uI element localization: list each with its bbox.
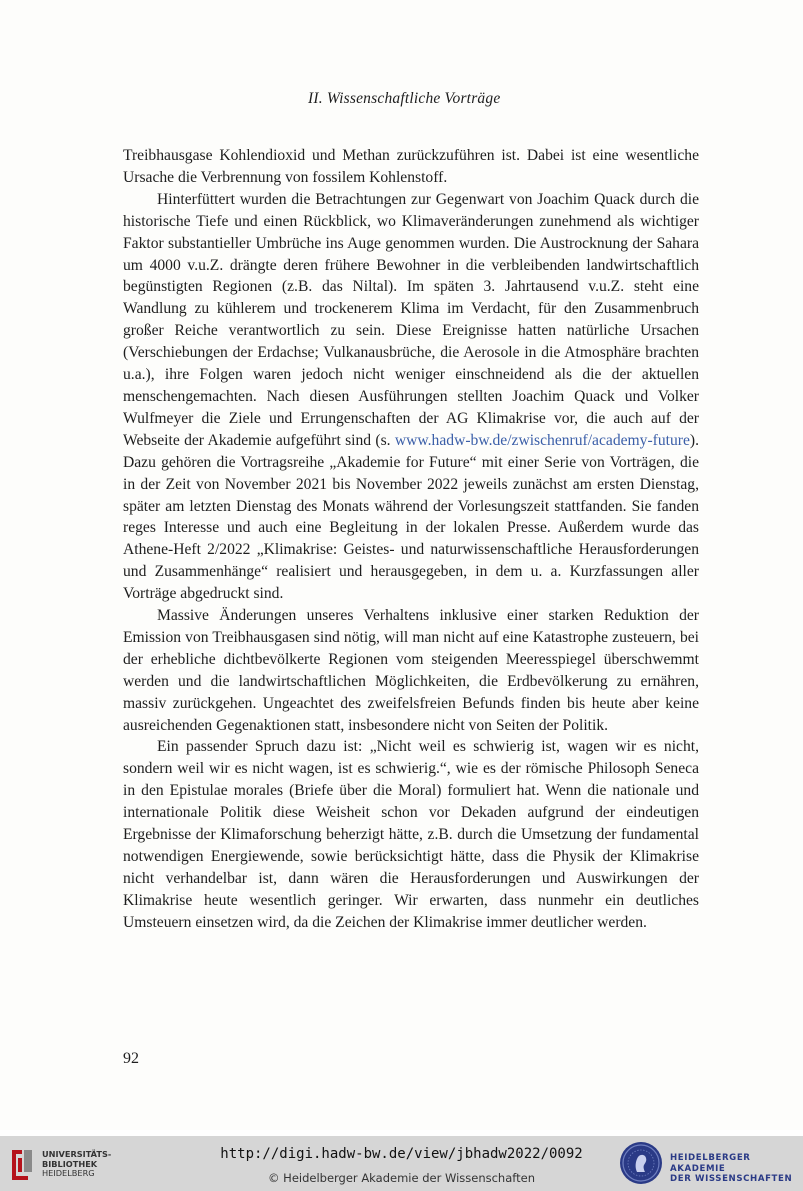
copyright-text: © Heidelberger Akademie der Wissenschaften [268, 1171, 535, 1185]
permalink-url[interactable]: http://digi.hadw-bw.de/view/jbhadw2022/0092 [220, 1146, 583, 1162]
paragraph-3: Massive Änderungen unseres Verhaltens inklusive einer starken Reduktion der Emission von Treibhausgasen sind nötig, will man nicht auf eine Katastrophe zusteuern, bei der erhebliche dichtbevölkerte Regionen vom steigenden Meeresspiegel überschwemmt werden und die landwirtschaftlichen Möglichkeiten, die Erdbevölkerung zu ernähren, massiv zurückgehen. Ungeachtet des zweifelsfreien Befunds finden bis heute aber keine ausreichenden Gegenaktionen statt, insbesondere nicht von Seiten der Politik. [123, 607, 699, 734]
academy-logo-line-2: DER WISSENSCHAFTEN [670, 1174, 793, 1184]
academy-logo-line-1: HEIDELBERGER AKADEMIE [670, 1153, 751, 1174]
paragraph-1: Treibhausgase Kohlendioxid und Methan zurückzuführen ist. Dabei ist eine wesentliche Ursache die Verbrennung von fossilem Kohlenstoff. [123, 147, 699, 186]
paragraph-2-text-a: Hinterfüttert wurden die Betrachtungen zur Gegenwart von Joachim Quack durch die historische Tiefe und einen Rückblick, wo Klimaveränderungen zunehmend als wichtiger Faktor substantieller Umbrüche ins Auge genommen wurden. Die Austrocknung der Sahara um 4000 v.u.Z. drängte deren frühere Bewohner in die verbleibenden landwirtschaftlich begünstigten Regionen (z.B. das Niltal). Im späten 3. Jahrtausend v.u.Z. steht eine Wandlung zu kühlerem und trockenerem Klima im Verdacht, für den Zusammenbruch großer Reiche verantwortlich zu sein. Diese Ereignisse hatten natürliche Ursachen (Verschiebungen der Erdachse; Vulkanausbrüche, die Aerosole in die Atmosphäre brachten u.a.), ihre Folgen waren jedoch nicht weniger einschneidend als die der aktuellen menschengemachten. Nach diesen Ausführungen stellten Joachim Quack und Volker Wulfmeyer die Ziele und Errungenschaften der AG Klimakrise vor, die auch auf der Webseite der Akademie aufgeführt sind (s. [123, 190, 699, 449]
body-text [123, 145, 699, 934]
ub-logo-line-1: UNIVERSITÄTS- [42, 1149, 112, 1159]
paragraph-2 [123, 189, 699, 605]
paragraph-4: Ein passender Spruch dazu ist: „Nicht weil es schwierig ist, wagen wir es nicht, sondern weil wir es nicht wagen, ist es schwierig.“, wie es der römische Philosoph Seneca in den Epistulae morales (Briefe über die Moral) formuliert hat. Wenn die nationale und internationale Politik diese Weisheit schon vor Dekaden aufgrund der eindeutigen Ergebnisse der Klimaforschung beherzigt hätte, z.B. durch die Umsetzung der fundamental notwendigen Energiewende, sowie berücksichtigt hätte, dass die Physik der Klimakrise nicht verhandelbar ist, dann wären die Herausforderungen und Auswirkungen der Klimakrise heute wesentlich geringer. Wir erwarten, dass nunmehr ein deutliches Umsteuern einsetzen wird, da die Zeichen der Klimakrise immer deutlicher werden. [123, 738, 699, 931]
ub-logo-line-2: BIBLIOTHEK [42, 1158, 98, 1169]
ub-logo-line-3: HEIDELBERG [42, 1168, 95, 1178]
viewer-footer [0, 1136, 803, 1191]
academy-logo-text [670, 1153, 800, 1185]
academy-future-link[interactable]: www.hadw-bw.de/zwischenruf/academy-future [394, 431, 690, 449]
paragraph-2-text-b: ). Dazu gehören die Vortragsreihe „Akademie for Future“ mit einer Serie von Vorträgen, die in der Zeit von November 2021 bis November 2022 jeweils zunächst am ersten Dienstag, später am letzten Dienstag des Monats während der Vorlesungszeit stattfanden. Sie fanden reges Interesse und auch eine Begleitung in der lokalen Presse. Außerdem wurde das Athene-Heft 2/2022 „Klimakrise: Geistes- und naturwissenschaftliche Herausforderungen und Zusammenhänge“ realisiert und herausgegeben, in dem u. a. Kurzfassungen aller Vorträge abgedruckt sind. [123, 431, 699, 603]
running-head: II. Wissenschaftliche Vorträge [308, 90, 501, 107]
academy-seal-icon [620, 1142, 662, 1184]
academy-logo[interactable] [620, 1140, 800, 1186]
page-number: 92 [123, 1050, 139, 1067]
